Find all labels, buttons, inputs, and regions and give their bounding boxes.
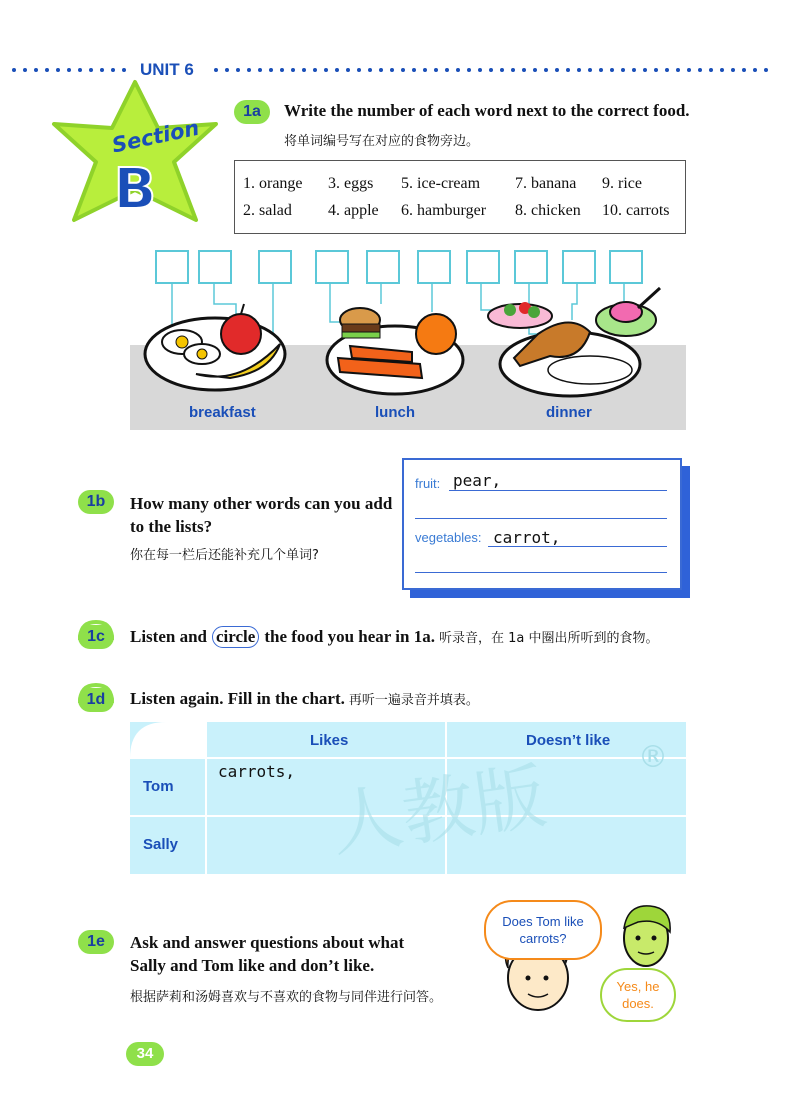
number-answer-box[interactable] xyxy=(258,250,292,284)
word-item: 2. salad xyxy=(243,202,292,219)
fruit-value[interactable]: pear, xyxy=(453,471,502,490)
instruction-1c xyxy=(130,626,659,648)
vegetables-underline-2 xyxy=(415,572,667,573)
meal-label-dinner: dinner xyxy=(546,404,592,421)
header-dots-right xyxy=(214,66,768,74)
fruit-underline xyxy=(449,490,667,491)
vegetables-label: vegetables: xyxy=(415,530,482,545)
meal-label-breakfast: breakfast xyxy=(189,404,256,421)
word-item: 5. ice-cream xyxy=(401,175,481,192)
vegetables-underline xyxy=(488,546,667,547)
instruction-1e: Ask and answer questions about what Sally and Tom like and don’t like. xyxy=(130,933,405,975)
svg-text:人教版: 人教版 xyxy=(325,753,552,867)
instruction-1e-zh: 根据萨莉和汤姆喜欢与不喜欢的食物与同伴进行问答。 xyxy=(130,990,443,1005)
answer-speech-bubble: Yes, he does. xyxy=(600,968,676,1022)
word-item: 10. carrots xyxy=(602,202,670,219)
circled-word: circle xyxy=(212,626,259,648)
meal-label-lunch: lunch xyxy=(375,404,415,421)
word-item: 7. banana xyxy=(515,175,577,192)
exercise-badge-1d: 1d xyxy=(78,688,114,712)
header-dots-left xyxy=(12,66,126,74)
word-item: 8. chicken xyxy=(515,202,581,219)
number-answer-box[interactable] xyxy=(155,250,189,284)
instruction-1c-part1: Listen and xyxy=(130,627,207,646)
word-item: 3. eggs xyxy=(328,175,374,192)
number-answer-box[interactable] xyxy=(514,250,548,284)
header-doesnt-like: Doesn’t like xyxy=(526,732,611,749)
word-item: 1. orange xyxy=(243,175,303,192)
number-answer-box[interactable] xyxy=(417,250,451,284)
exercise-badge-1e: 1e xyxy=(78,930,114,954)
instruction-1b-zh: 你在每一栏后还能补充几个单词? xyxy=(130,548,319,563)
word-item: 4. apple xyxy=(328,202,379,219)
row-name-tom: Tom xyxy=(143,778,174,795)
number-answer-box[interactable] xyxy=(466,250,500,284)
instruction-1a-zh: 将单词编号写在对应的食物旁边。 xyxy=(284,134,480,149)
instruction-1b: How many other words can you add to the lists? xyxy=(130,494,393,536)
instruction-1a: Write the number of each word next to the correct food. xyxy=(284,101,690,120)
number-answer-box[interactable] xyxy=(315,250,349,284)
instruction-1c-part2: the food you hear in 1a. xyxy=(264,627,435,646)
section-letter: B xyxy=(113,157,157,222)
page-number: 34 xyxy=(126,1042,164,1066)
unit-label: UNIT 6 xyxy=(140,60,194,79)
number-answer-box[interactable] xyxy=(609,250,643,284)
number-answer-box[interactable] xyxy=(562,250,596,284)
likes-chart xyxy=(130,722,686,874)
vegetables-value[interactable]: carrot, xyxy=(493,528,561,547)
exercise-badge-1a: 1a xyxy=(234,100,270,124)
exercise-badge-1b: 1b xyxy=(78,490,114,514)
number-answer-box[interactable] xyxy=(198,250,232,284)
instruction-1c-zh: 听录音，在 1a 中圈出所听到的食物。 xyxy=(438,631,659,646)
section-word: Section xyxy=(109,115,202,158)
instruction-1d-zh: 再听一遍录音并填表。 xyxy=(348,693,479,708)
word-list-box xyxy=(234,160,686,234)
food-illustration xyxy=(130,282,686,402)
header-likes: Likes xyxy=(310,732,349,749)
word-lists-box xyxy=(402,458,682,590)
instruction-1d xyxy=(130,689,479,709)
fruit-label: fruit: xyxy=(415,476,441,491)
question-speech-bubble: Does Tom like carrots? xyxy=(484,900,602,960)
registered-mark: ® xyxy=(638,740,668,775)
instruction-1d-text: Listen again. Fill in the chart. xyxy=(130,689,345,708)
exercise-badge-1c: 1c xyxy=(78,625,114,649)
section-star-icon xyxy=(40,78,230,228)
tom-likes-cell[interactable]: carrots, xyxy=(218,762,296,781)
number-answer-box[interactable] xyxy=(366,250,400,284)
fruit-underline-2 xyxy=(415,518,667,519)
word-item: 6. hamburger xyxy=(401,202,487,219)
word-item: 9. rice xyxy=(602,175,642,192)
row-name-sally: Sally xyxy=(143,836,179,853)
